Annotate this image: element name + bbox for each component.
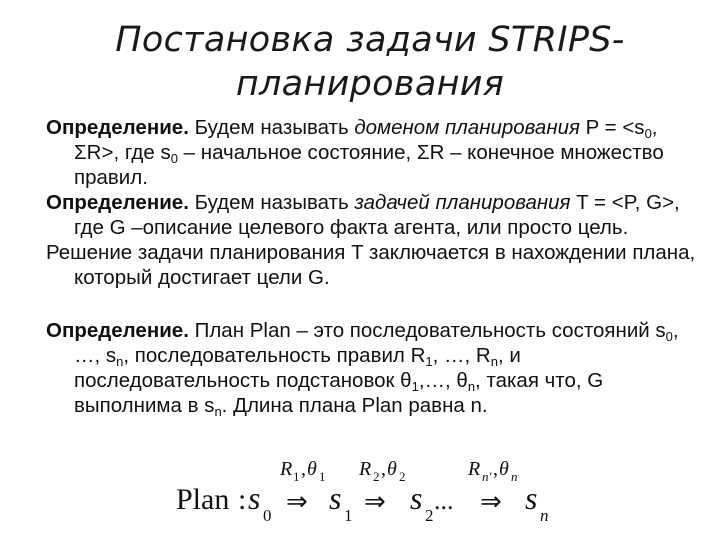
formula-ellipsis: ... xyxy=(434,486,454,515)
solution-paragraph: Решение задачи планирования T заключается в нахождении плана, который достигает цели G. xyxy=(46,241,696,289)
text: P = <s xyxy=(579,116,645,139)
formula-subscript: n' xyxy=(482,469,492,484)
text: Будем называть xyxy=(188,191,355,214)
text: , ΣR>, где s xyxy=(74,116,658,164)
subscript: 0 xyxy=(170,151,178,166)
plan-formula xyxy=(176,455,566,535)
formula-arrow: ⇒ xyxy=(286,487,308,516)
formula-subscript: 0 xyxy=(263,506,272,525)
text: , …, s xyxy=(74,319,679,367)
text: . Длина плана Plan равна n. xyxy=(221,394,488,417)
text: – начальное состояние, ΣR – конечное множество правил. xyxy=(74,141,664,189)
formula-arrow: ⇒ xyxy=(480,487,502,516)
formula-subscript: 2 xyxy=(425,506,434,525)
formula-subscript: 1 xyxy=(344,506,353,525)
subscript: 1 xyxy=(411,379,419,394)
formula-state-s0: s xyxy=(248,480,261,516)
formula-separator: , xyxy=(301,458,306,480)
definition-plan xyxy=(46,318,696,418)
definition-label: Определение. xyxy=(46,116,189,139)
subscript: n xyxy=(467,379,476,394)
slide-title xyxy=(70,18,670,106)
text: T = <P, G>, где G –описание целевого факта агента, или просто цель. xyxy=(74,191,680,239)
definition-label: Определение. xyxy=(46,191,189,214)
formula-state-sn: s xyxy=(525,480,538,516)
subscript: 1 xyxy=(425,354,433,369)
title-line-1: Постановка задачи STRIPS- xyxy=(115,20,625,60)
title-line-2: планирования xyxy=(235,64,505,104)
formula-plan-label: Plan xyxy=(176,483,230,516)
formula-subscript: 2 xyxy=(373,469,380,484)
text: , такая что, G выполнима в s xyxy=(74,369,604,417)
formula-rule-letter: R xyxy=(280,458,293,480)
text: ,…, θ xyxy=(418,369,468,392)
formula-separator: , xyxy=(493,458,498,480)
subscript: n xyxy=(490,354,498,369)
formula-separator: , xyxy=(381,458,386,480)
formula-arrow: ⇒ xyxy=(364,487,386,516)
text: , и последовательность подстановок θ xyxy=(74,344,521,392)
formula-theta: θ xyxy=(499,458,509,480)
term-planning-task: задачей планирования xyxy=(354,191,571,214)
formula-theta: θ xyxy=(387,458,397,480)
formula-colon: : xyxy=(238,483,247,516)
formula-subscript: 2 xyxy=(399,469,406,484)
formula-state-s1: s xyxy=(329,480,342,516)
formula-subscript: 1 xyxy=(293,469,300,484)
text: , …, R xyxy=(432,344,491,367)
definition-planning-task xyxy=(46,190,696,240)
subscript: n xyxy=(116,354,124,369)
formula-rule-letter: R xyxy=(359,458,372,480)
formula-subscript: n xyxy=(511,469,518,484)
formula-state-s2: s xyxy=(410,480,423,516)
definition-label: Определение. xyxy=(46,319,189,342)
subscript: 0 xyxy=(665,329,673,344)
text: План Plan – это последовательность состояний s xyxy=(188,319,666,342)
formula-theta: θ xyxy=(307,458,317,480)
text: , последовательность правил R xyxy=(123,344,426,367)
formula-subscript: 1 xyxy=(319,469,326,484)
subscript: 0 xyxy=(644,126,652,141)
subscript: n xyxy=(214,404,222,419)
text: Будем называть xyxy=(188,116,355,139)
formula-subscript: n xyxy=(540,506,549,525)
slide-body xyxy=(46,115,696,418)
term-planning-domain: доменом планирования xyxy=(354,116,580,139)
formula-rule-letter: R xyxy=(468,458,481,480)
definition-planning-domain xyxy=(46,115,696,190)
